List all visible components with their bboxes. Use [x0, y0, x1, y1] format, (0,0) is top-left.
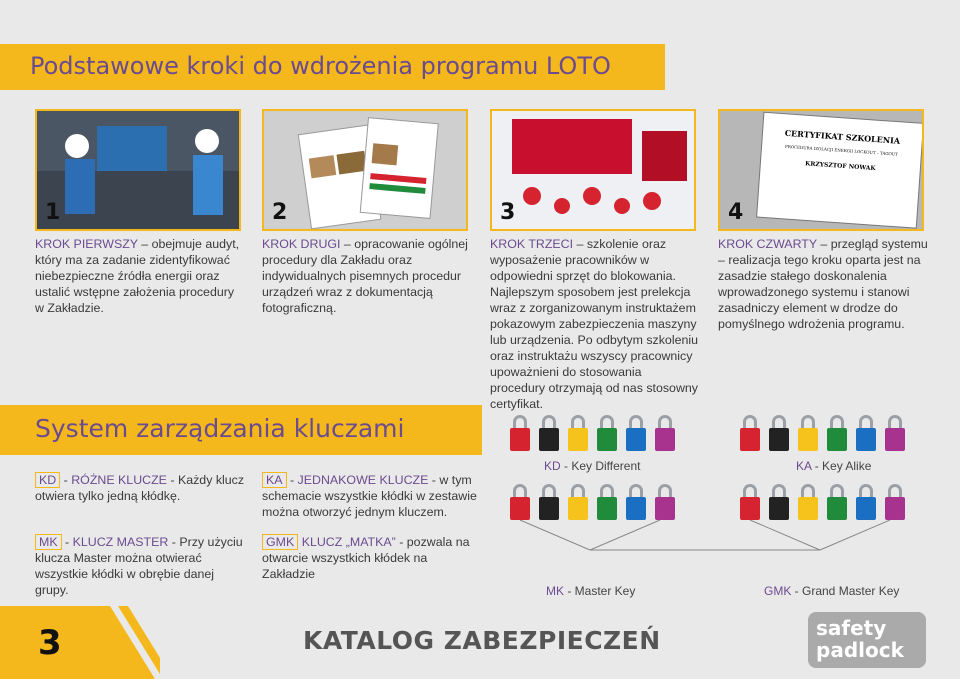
- caption-code: KD: [544, 459, 561, 473]
- padlock-icon: [597, 415, 617, 451]
- footer-stripes: [0, 606, 160, 679]
- system-bar: [0, 405, 482, 455]
- key-description: - Przy użyciu klucza Master można otwierać wszystkie kłódki w obrębie danej grupy.: [35, 535, 243, 597]
- caption-code: MK: [546, 584, 564, 598]
- padlock-icon: [769, 415, 789, 451]
- padlock-icon: [798, 484, 818, 520]
- padlock-icon: [856, 484, 876, 520]
- system-title: System zarządzania kluczami: [35, 414, 405, 443]
- certificate-subtitle: PROCEDURA IZOLACJI ENERGII LOCKOUT – TAGOUT: [784, 143, 899, 157]
- logo-line-2: padlock: [816, 638, 904, 662]
- padlock-icon: [885, 484, 905, 520]
- caption-kd: [544, 459, 640, 473]
- padlock-icon: [769, 484, 789, 520]
- page-number: 3: [38, 623, 62, 663]
- padlock-icon: [568, 415, 588, 451]
- key-code-badge: KD: [35, 472, 60, 488]
- caption-gmk: [764, 584, 899, 598]
- lock-row-kd: [510, 415, 675, 451]
- key-hierarchy-lines: [500, 520, 940, 580]
- caption-text: - Grand Master Key: [791, 584, 900, 598]
- padlock-icon: [597, 484, 617, 520]
- catalog-title: KATALOG ZABEZPIECZEŃ: [303, 626, 661, 655]
- padlock-icon: [626, 484, 646, 520]
- lock-row-ka: [740, 415, 905, 451]
- certificate-icon: [720, 111, 924, 231]
- logo-line-1: safety: [816, 616, 887, 640]
- lock-row-mk: [510, 484, 675, 520]
- caption-ka: [796, 459, 871, 473]
- padlock-icon: [568, 484, 588, 520]
- padlock-icon: [510, 415, 530, 451]
- step-keyword: KROK PIERWSZY: [35, 237, 138, 251]
- padlock-icon: [740, 484, 760, 520]
- key-ka: KA - JEDNAKOWE KLUCZE - w tym schemacie wszystkie kłódki w zestawie można otworzyć jednym kluczem.: [262, 473, 477, 519]
- padlock-icon: [539, 484, 559, 520]
- safety-padlock-logo: [808, 612, 926, 668]
- key-label: RÓŻNE KLUCZE: [71, 473, 167, 487]
- step-number: 4: [728, 200, 744, 225]
- step-description: – opracowanie ogólnej procedury dla Zakładu oraz indywidualnych pisemnych procedur urządzeń wraz z dokumentacją fotograficzną.: [262, 237, 468, 315]
- key-label: KLUCZ „MATKA”: [301, 535, 396, 549]
- padlock-icon: [539, 415, 559, 451]
- padlock-icon: [510, 484, 530, 520]
- key-description: - w tym schemacie wszystkie kłódki w zestawie można otworzyć jednym kluczem.: [262, 473, 477, 519]
- step-1-text: [35, 236, 245, 316]
- step-keyword: KROK CZWARTY: [718, 237, 817, 251]
- caption-text: - Key Different: [560, 459, 641, 473]
- caption-code: KA: [796, 459, 812, 473]
- key-gmk: [262, 534, 477, 582]
- key-label: KLUCZ MASTER: [72, 535, 169, 549]
- step-description: – obejmuje audyt, który ma za zadanie zidentyfikować niebezpieczne źródła energii oraz ustalić wstępne założenia procedury w Zakładzie.: [35, 237, 240, 315]
- step-3-text: [490, 236, 700, 412]
- title-bar: [0, 44, 665, 90]
- lockout-kit-icon: [492, 111, 696, 231]
- step-number: 1: [45, 200, 61, 225]
- padlock-icon: [655, 484, 675, 520]
- key-code-badge: GMK: [262, 534, 298, 550]
- key-mk: MK - KLUCZ MASTER - Przy użyciu klucza Master można otwierać wszystkie kłódki w obrębie danej grupy.: [35, 535, 243, 597]
- padlock-icon: [885, 415, 905, 451]
- key-description: - pozwala na otwarcie wszystkich kłódek na Zakładzie: [262, 535, 470, 581]
- padlock-icon: [827, 415, 847, 451]
- step-4-text: [718, 236, 928, 332]
- documents-icon: [264, 111, 468, 231]
- key-code-badge: KA: [262, 472, 287, 488]
- certificate-title: CERTYFIKAT SZKOLENIA: [784, 127, 901, 146]
- audit-photo-icon: [37, 111, 241, 231]
- step-number: 2: [272, 200, 288, 225]
- padlock-icon: [740, 415, 760, 451]
- step-4-photo: [718, 109, 924, 231]
- lock-row-gmk: [740, 484, 905, 520]
- step-3-photo: [490, 109, 696, 231]
- padlock-icon: [827, 484, 847, 520]
- caption-text: - Master Key: [564, 584, 636, 598]
- caption-mk: [546, 584, 635, 598]
- key-label: JEDNAKOWE KLUCZE: [297, 473, 429, 487]
- step-keyword: KROK TRZECI: [490, 237, 574, 251]
- padlock-icon: [856, 415, 876, 451]
- caption-code: GMK: [764, 584, 792, 598]
- step-2-text: [262, 236, 472, 316]
- key-kd: KD - RÓŻNE KLUCZE - Każdy klucz otwiera tylko jedną kłódkę.: [35, 473, 245, 503]
- step-number: 3: [500, 200, 516, 225]
- step-1-photo: [35, 109, 241, 231]
- certificate-name: KRZYSZTOF NOWAK: [804, 160, 876, 173]
- padlock-icon: [798, 415, 818, 451]
- step-2-photo: [262, 109, 468, 231]
- caption-text: - Key Alike: [811, 459, 872, 473]
- padlock-icon: [626, 415, 646, 451]
- step-keyword: KROK DRUGI: [262, 237, 341, 251]
- step-description: – przegląd systemu – realizacja tego kroku oparta jest na zasadzie stałego doskonalenia wprowadzonego systemu i stanowi zasadniczy element w drodze do pomyślnego wdrożenia programu.: [718, 237, 928, 331]
- key-code-badge: MK: [35, 534, 62, 550]
- page-title: Podstawowe kroki do wdrożenia programu LOTO: [30, 52, 611, 80]
- step-description: – szkolenie oraz wyposażenie pracowników w odpowiedni sprzęt do blokowania. Najlepszym sposobem jest prelekcja wraz z zorganizowanym instruktażem pokazowym zabezpieczenia maszyny lub urządzenia. Po odbytym szkoleniu oraz instruktażu wszyscy pracownicy upoważnieni do stosowania procedury otrzymają od nas stosowny certyfikat.: [490, 237, 699, 411]
- padlock-icon: [655, 415, 675, 451]
- key-description: - Każdy klucz otwiera tylko jedną kłódkę.: [35, 473, 245, 503]
